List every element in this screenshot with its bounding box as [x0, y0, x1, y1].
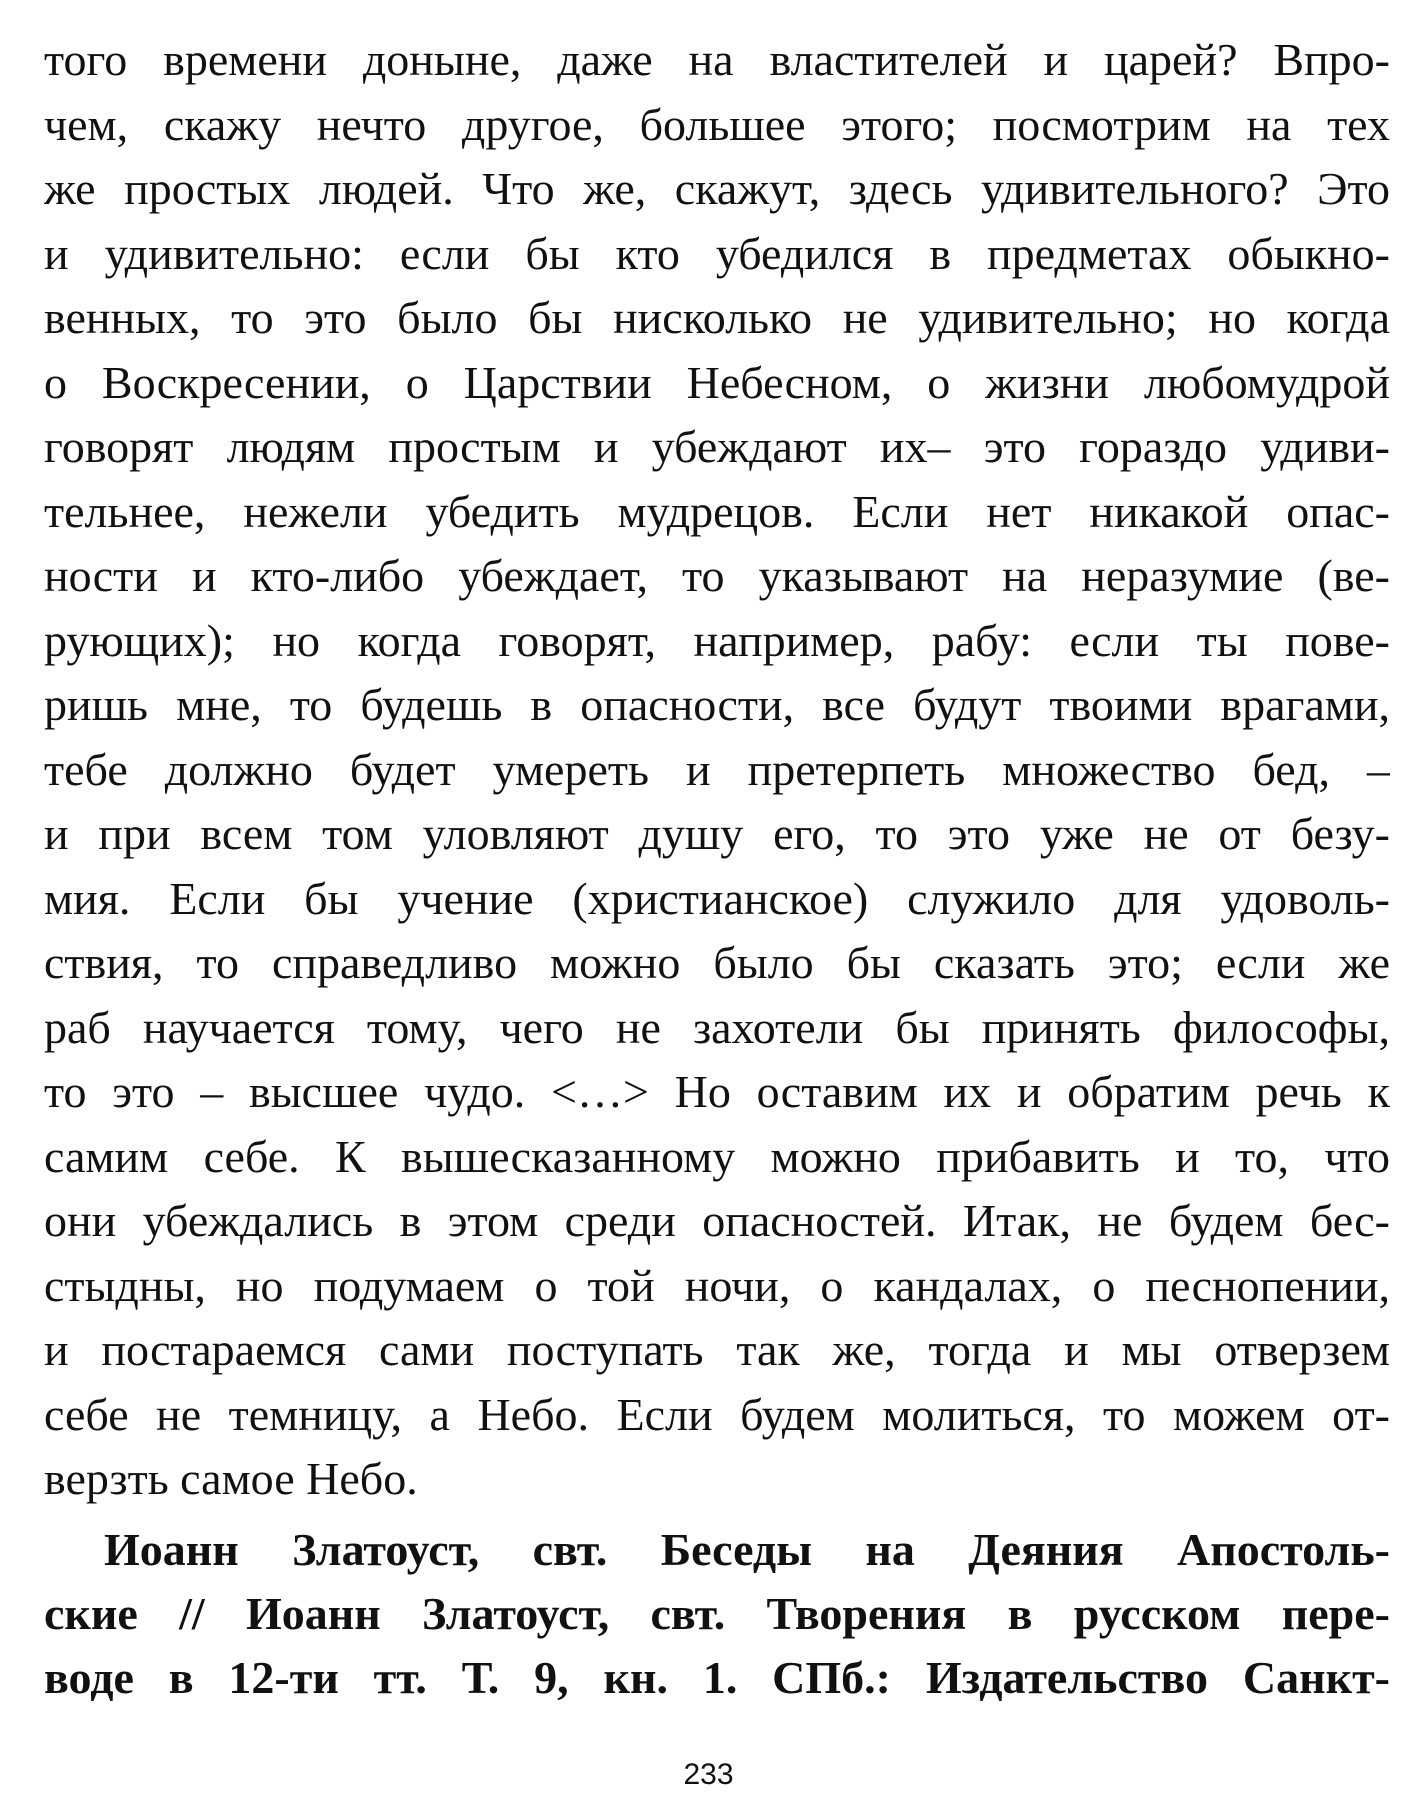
reference-line: воде в 12-ти тт. Т. 9, кн. 1. СПб.: Издательство Санкт-: [44, 1651, 1390, 1703]
text-line: самим себе. К вышесказанному можно прибавить и то, что: [44, 1130, 1390, 1182]
text-line: ности и кто-либо убеждает, то указывают на неразумие (ве-: [44, 550, 1390, 601]
body-text: [44, 28, 1390, 1512]
text-line: и при всем том уловляют душу его, то это уже не от безу-: [44, 808, 1390, 859]
reference-line: ские // Иоанн Златоуст, свт. Творения в русском пере-: [44, 1587, 1390, 1639]
text-line: ришь мне, то будешь в опасности, все будут твоими врагами,: [44, 679, 1390, 730]
text-line: рующих); но когда говорят, например, рабу: если ты пове-: [44, 614, 1390, 666]
text-line: они убеждались в этом среди опасностей. Итак, не будем бес-: [44, 1195, 1390, 1246]
text-line: венных, то это было бы нисколько не удивительно; но когда: [44, 292, 1390, 343]
page-number: 233: [683, 1758, 734, 1791]
text-line: раб научается тому, чего не захотели бы принять философы,: [44, 1001, 1390, 1053]
text-line: себе не темницу, а Небо. Если будем молиться, то можем от-: [44, 1388, 1390, 1440]
page-content: [44, 28, 1390, 1710]
bibliographic-reference: [44, 1518, 1390, 1710]
text-line: чем, скажу нечто другое, большее этого; посмотрим на тех: [44, 98, 1390, 150]
text-line: о Воскресении, о Царствии Небесном, о жизни любомудрой: [44, 356, 1390, 408]
text-line: ствия, то справедливо можно было бы сказать это; если же: [44, 937, 1390, 988]
reference-line: Иоанн Златоуст, свт. Беседы на Деяния Апостоль-: [104, 1523, 1390, 1575]
text-line: же простых людей. Что же, скажут, здесь удивительного? Это: [44, 163, 1390, 214]
text-line: стыдны, но подумаем о той ночи, о кандалах, о песнопении,: [44, 1259, 1390, 1311]
text-line: и постараемся сами поступать так же, тогда и мы отверзем: [44, 1324, 1390, 1375]
text-line: того времени доныне, даже на властителей и царей? Впро-: [44, 34, 1390, 85]
text-line: и удивительно: если бы кто убедился в предметах обыкно-: [44, 227, 1390, 279]
text-line: говорят людям простым и убеждают их– это гораздо удиви-: [44, 421, 1390, 472]
text-line: мия. Если бы учение (христианское) служило для удоволь-: [44, 872, 1390, 924]
text-line: верзть самое Небо.: [44, 1453, 418, 1504]
text-line: то это – высшее чудо. <…> Но оставим их и обратим речь к: [44, 1066, 1390, 1117]
text-line: тельнее, нежели убедить мудрецов. Если нет никакой опас-: [44, 485, 1390, 537]
text-line: тебе должно будет умереть и претерпеть множество бед, –: [44, 743, 1390, 795]
